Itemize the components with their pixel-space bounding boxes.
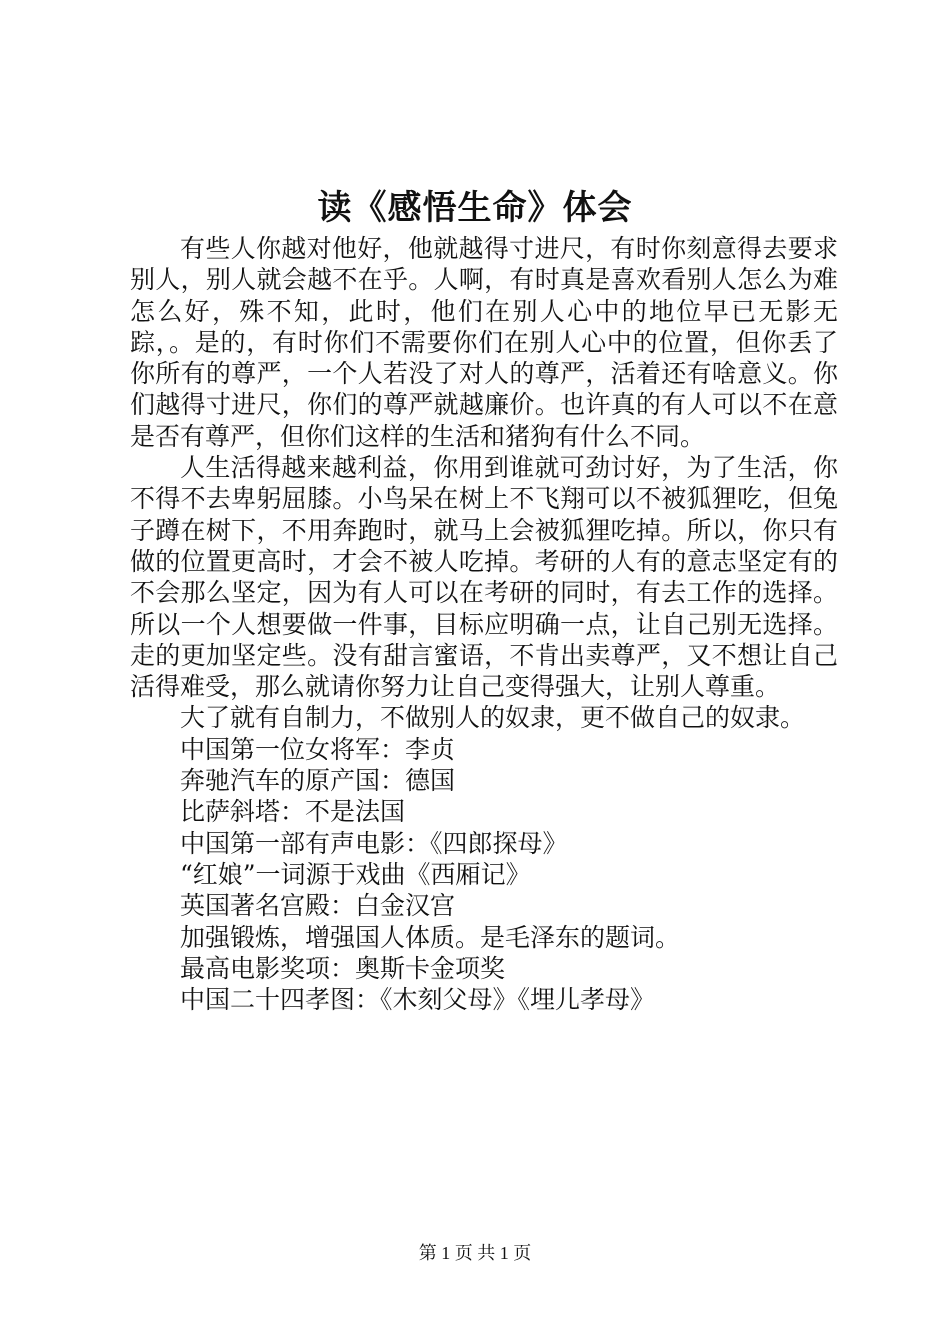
- body-line-1: 大了就有自制力，不做别人的奴隶，更不做自己的奴隶。: [180, 703, 806, 733]
- body-line-6: “红娘”一词源于戏曲《西厢记》: [180, 859, 531, 889]
- body-paragraph-1: 有些人你越对他好，他就越得寸进尺，有时你刻意得去要求别人，别人就会越不在乎。人啊，有时真是喜欢看别人怎么为难怎么好，殊不知，此时，他们在别人心中的地位早已无影无踪，。是的，有时你们不需要你们在别人心中的位置，但你丢了你所有的尊严，一个人若没了对人的尊严，活着还有啥意义。你们越得寸进尺，你们的尊严就越廉价。也许真的有人可以不在意是否有尊严，但你们这样的生活和猪狗有什么不同。: [130, 234, 838, 451]
- body-line-9: 最高电影奖项：奥斯卡金项奖: [180, 953, 506, 983]
- body-paragraph-2: 人生活得越来越利益，你用到谁就可劲讨好，为了生活，你不得不去卑躬屈膝。小鸟呆在树上不飞翔可以不被狐狸吃，但兔子蹲在树下，不用奔跑时，就马上会被狐狸吃掉。所以，你只有做的位置更高时，才会不被人吃掉。考研的人有的意志坚定有的不会那么坚定，因为有人可以在考研的同时，有去工作的选择。所以一个人想要做一件事，目标应明确一点，让自己别无选择。走的更加坚定些。没有甜言蜜语，不肯出卖尊严，又不想让自己活得难受，那么就请你努力让自己变得强大，让别人尊重。: [130, 453, 838, 702]
- body-line-7: 英国著名宫殿：白金汉宫: [180, 891, 456, 921]
- page-footer: 第 1 页 共 1 页: [418, 1243, 532, 1263]
- body-line-10: 中国二十四孝图：《木刻父母》《埋儿孝母》: [180, 985, 656, 1015]
- body-line-8: 加强锻炼，增强国人体质。是毛泽东的题词。: [180, 922, 681, 952]
- body-line-3: 奔驰汽车的原产国：德国: [180, 766, 456, 796]
- document-body: [130, 233, 838, 1015]
- body-line-4: 比萨斜塔：不是法国: [180, 797, 406, 827]
- body-line-5: 中国第一部有声电影：《四郎探母》: [180, 828, 568, 858]
- body-line-2: 中国第一位女将军：李贞: [180, 734, 456, 764]
- document-title: 读《感悟生命》体会: [317, 188, 633, 228]
